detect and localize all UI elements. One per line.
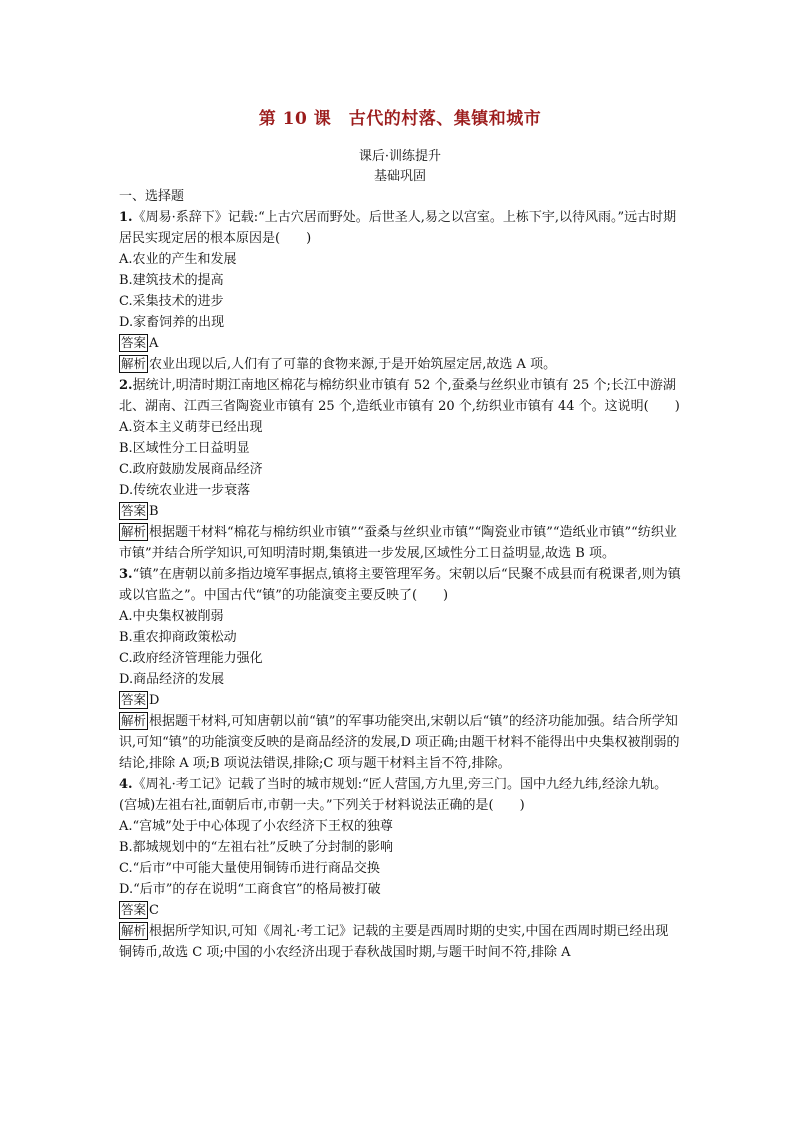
section-heading: 一、选择题 bbox=[119, 189, 185, 204]
option-b: B.区域性分工日益明显 bbox=[119, 441, 250, 456]
answer-tag: 答案 bbox=[121, 692, 147, 707]
lesson-title: 第 10 课 古代的村落、集镇和城市 bbox=[258, 109, 542, 129]
explanation-text: 根据所学知识,可知《周礼·考工记》记载的主要是西周时期的史实,中国在西周时期已经出现铜铸币,故选 C 项;中国的小农经济出现于春秋战国时期,与题干时间不符,排除 A bbox=[119, 924, 669, 960]
explanation-tag: 解析 bbox=[121, 713, 147, 728]
option-d: D.“后市”的存在说明“工商食官”的格局被打破 bbox=[119, 882, 381, 897]
question-stem bbox=[119, 774, 681, 816]
answer-value: B bbox=[149, 504, 159, 519]
explanation-row bbox=[119, 711, 681, 774]
option-a: A.“宫城”处于中心体现了小农经济下王权的独尊 bbox=[119, 819, 393, 834]
explanation-row bbox=[119, 921, 681, 963]
answer-value: C bbox=[149, 903, 159, 918]
question-1 bbox=[119, 207, 681, 375]
option-d: D.传统农业进一步衰落 bbox=[119, 483, 251, 498]
answer-value: D bbox=[149, 693, 160, 708]
option-b: B.都城规划中的“左祖右社”反映了分封制的影响 bbox=[119, 840, 393, 855]
question-stem bbox=[119, 375, 681, 417]
option-b: B.建筑技术的提高 bbox=[119, 273, 224, 288]
worksheet-page bbox=[119, 104, 681, 963]
question-stem bbox=[119, 207, 681, 249]
option-d: D.商品经济的发展 bbox=[119, 672, 225, 687]
answer-row bbox=[119, 501, 681, 522]
question-text: 《周易·系辞下》记载:“上古穴居而野处。后世圣人,易之以宫室。上栋下宇,以待风雨。”远古时期居民实现定居的根本原因是( ) bbox=[119, 210, 677, 246]
subtitle-practice: 课后·训练提升 bbox=[358, 149, 442, 164]
option-a: A.资本主义萌芽已经出现 bbox=[119, 420, 263, 435]
explanation-text: 根据题干材料,可知唐朝以前“镇”的军事功能突出,宋朝以后“镇”的经济功能加强。结合所学知识,可知“镇”的功能演变反映的是商品经济的发展,D 项正确;由题干材料不能得出中央集权被削弱的结论,排除 A 项;B 项说法错误,排除;C 项与题干材料主旨不符,排除。 bbox=[119, 714, 680, 771]
question-text: “镇”在唐朝以前多指边境军事据点,镇将主要管理军务。宋朝以后“民聚不成县而有税课者,则为镇或以官监之”。中国古代“镇”的功能演变主要反映了( ) bbox=[119, 567, 681, 603]
question-3 bbox=[119, 564, 681, 774]
explanation-row bbox=[119, 522, 681, 564]
option-c: C.政府鼓励发展商品经济 bbox=[119, 462, 263, 477]
answer-row bbox=[119, 900, 681, 921]
option-b: B.重农抑商政策松动 bbox=[119, 630, 237, 645]
question-2 bbox=[119, 375, 681, 564]
question-number: 1. bbox=[119, 210, 133, 225]
subtitle-basics: 基础巩固 bbox=[373, 169, 426, 184]
answer-tag: 答案 bbox=[121, 335, 147, 350]
question-4 bbox=[119, 774, 681, 963]
option-d: D.家畜饲养的出现 bbox=[119, 315, 225, 330]
option-c: C.采集技术的进步 bbox=[119, 294, 224, 309]
answer-tag: 答案 bbox=[121, 503, 147, 518]
question-number: 3. bbox=[119, 567, 133, 582]
explanation-tag: 解析 bbox=[121, 356, 147, 371]
option-c: C.政府经济管理能力强化 bbox=[119, 651, 263, 666]
question-text: 据统计,明清时期江南地区棉花与棉纺织业市镇有 52 个,蚕桑与丝织业市镇有 25 个;长江中游湖北、湖南、江西三省陶瓷业市镇有 25 个,造纸业市镇有 20 个,纺织业市镇有 44 个。这说明( ) bbox=[119, 378, 680, 414]
answer-row bbox=[119, 333, 681, 354]
answer-value: A bbox=[149, 336, 159, 351]
answer-tag: 答案 bbox=[121, 902, 147, 917]
question-number: 2. bbox=[119, 378, 133, 393]
explanation-text: 根据题干材料“棉花与棉纺织业市镇”“蚕桑与丝织业市镇”“陶瓷业市镇”“造纸业市镇”“纺织业市镇”并结合所学知识,可知明清时期,集镇进一步发展,区域性分工日益明显,故选 B 项。 bbox=[119, 525, 677, 561]
answer-row bbox=[119, 690, 681, 711]
option-c: C.“后市”中可能大量使用铜铸币进行商品交换 bbox=[119, 861, 380, 876]
option-a: A.中央集权被削弱 bbox=[119, 609, 224, 624]
question-stem bbox=[119, 564, 681, 606]
explanation-row bbox=[119, 354, 681, 375]
explanation-tag: 解析 bbox=[121, 923, 147, 938]
question-text: 《周礼·考工记》记载了当时的城市规划:“匠人营国,方九里,旁三门。国中九经九纬,经涂九轨。(宫城)左祖右社,面朝后市,市朝一夫。”下列关于材料说法正确的是( ) bbox=[119, 777, 668, 813]
explanation-text: 农业出现以后,人们有了可靠的食物来源,于是开始筑屋定居,故选 A 项。 bbox=[149, 357, 557, 372]
explanation-tag: 解析 bbox=[121, 524, 147, 539]
option-a: A.农业的产生和发展 bbox=[119, 252, 237, 267]
question-number: 4. bbox=[119, 777, 133, 792]
